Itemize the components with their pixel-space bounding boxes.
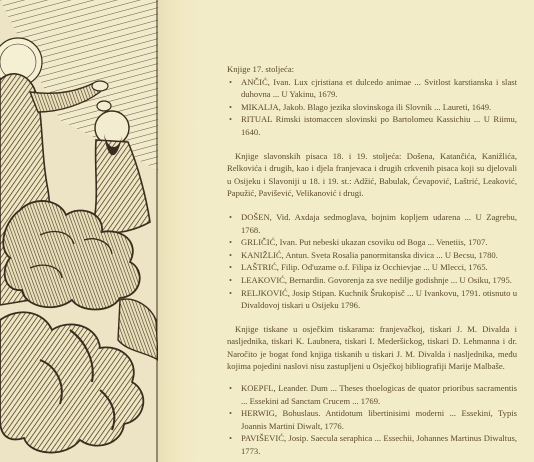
list-item-text: HERWIG, Bohuslaus. Antidotum libertinisimi moderni ... Essekini, Typis Joannis Martini Diwalt, 1776. <box>241 408 517 431</box>
list-item <box>227 236 517 249</box>
woodcut-illustration <box>0 0 158 462</box>
list-slavonian-books <box>227 211 517 312</box>
bullet-icon: • <box>229 433 233 444</box>
list-osijek-books <box>227 382 517 458</box>
list-item <box>227 382 517 407</box>
bullet-icon: • <box>229 274 233 285</box>
list-item <box>227 76 517 101</box>
list-item-text: PAVIŠEVIĆ, Josip. Saecula seraphica ... Essechii, Johannes Martinus Diwaltus, 1773. <box>241 433 517 457</box>
list-item <box>227 261 517 274</box>
bullet-icon: • <box>229 76 233 87</box>
list-item-text: DOŠEN, Vid. Axdaja sedmoglava, bojnim kopljem udarena ... U Zagrebu, 1768. <box>241 211 517 235</box>
bullet-icon: • <box>229 383 233 394</box>
list-item-text: LEAKOVIĆ, Bernardin. Govorenja za sve nedilje godishnje ... U Osiku, 1795. <box>241 274 512 285</box>
list-item-text: RELJKOVIĆ, Josip Stipan. Kuchnik Šrukopisč ... U Ivankovu, 1791. otisnuto u Divaldovoj tiskari u Osijeku 1796. <box>241 287 517 311</box>
list-item-text: ANČIĆ, Ivan. Lux cjristiana et dulcedo animae ... Svitlost karstianska i slast duhovna ... U Yakinu, 1679. <box>241 76 517 100</box>
list-item <box>227 407 517 432</box>
paragraph-osijek-printers: Knjige tiskane u osječkim tiskarama: franjevačkoj, tiskari J. M. Divalda i nasljednika, tiskari K. Laubnera, tiskari I. Mederšickog, tiskari D. Lehmanna i dr. Naročito je bogat fond knjiga tiskanih u tiskari J. M. Divalda i nasljednika, među kojima pojedini naslovi nisu zastupljeni u Osječkoj bibliografiji Marije Malbaše. <box>227 323 517 372</box>
bullet-icon: • <box>229 114 233 125</box>
list-item-text: KOEPFL, Leander. Dum ... Theses thoelogicas de quator prioribus sacramentis ... Essekini ad Sanctam Crucem ... 1769. <box>241 383 517 406</box>
list-item-text: KANIŽLIĆ, Antun. Sveta Rosalia panormitanska divica ... U Becsu, 1780. <box>241 249 498 260</box>
page-gutter <box>158 0 200 462</box>
woodcut-svg <box>0 0 158 462</box>
paragraph-slavonian-writers: Knjige slavonskih pisaca 18. i 19. stoljeća: Došena, Katančića, Kanižlića, Relkovića i drugih, kao i djela franjevaca i drugih crkvenih pisaca koji su djelovali u Osijeku i Slavoniji u 18. i 19. st.: Adžić, Babulak, Ćevapović, Laštrić, Leaković, Papužić, Pavišević, Velikanović i drugi. <box>227 150 517 199</box>
list-item <box>227 249 517 262</box>
bullet-icon: • <box>229 408 233 419</box>
list-item <box>227 432 517 457</box>
list-item-text: RITUAL Rimski istomaccen slovinski po Bartolomeu Kassichiu ... U Riimu, 1640. <box>241 114 517 137</box>
list-item <box>227 113 517 138</box>
list-item-text: LAŠTRIĆ, Filip. Od'uzame o.f. Filipa iz Occhievjae ... U Mlecci, 1765. <box>241 262 488 273</box>
list-item <box>227 274 517 287</box>
text-column <box>227 63 517 458</box>
bullet-icon: • <box>229 287 233 298</box>
list-item-text: GRLIČIĆ, Ivan. Put nebeski ukazan csoviku od Boga ... Venetiis, 1707. <box>241 237 488 248</box>
bullet-icon: • <box>229 237 233 248</box>
text-page <box>200 0 534 462</box>
list-item <box>227 101 517 114</box>
bullet-icon: • <box>229 262 233 273</box>
list-item <box>227 211 517 236</box>
list-17th-century-books <box>227 76 517 139</box>
bullet-icon: • <box>229 101 233 112</box>
bullet-icon: • <box>229 211 233 222</box>
bullet-icon: • <box>229 249 233 260</box>
list-item <box>227 287 517 312</box>
section-heading-17th-century: Knjige 17. stoljeća: <box>227 64 295 74</box>
list-item-text: MIKALJA, Jakob. Blago jezika slovinskoga ili Slovnik ... Laureti, 1649. <box>241 101 492 112</box>
